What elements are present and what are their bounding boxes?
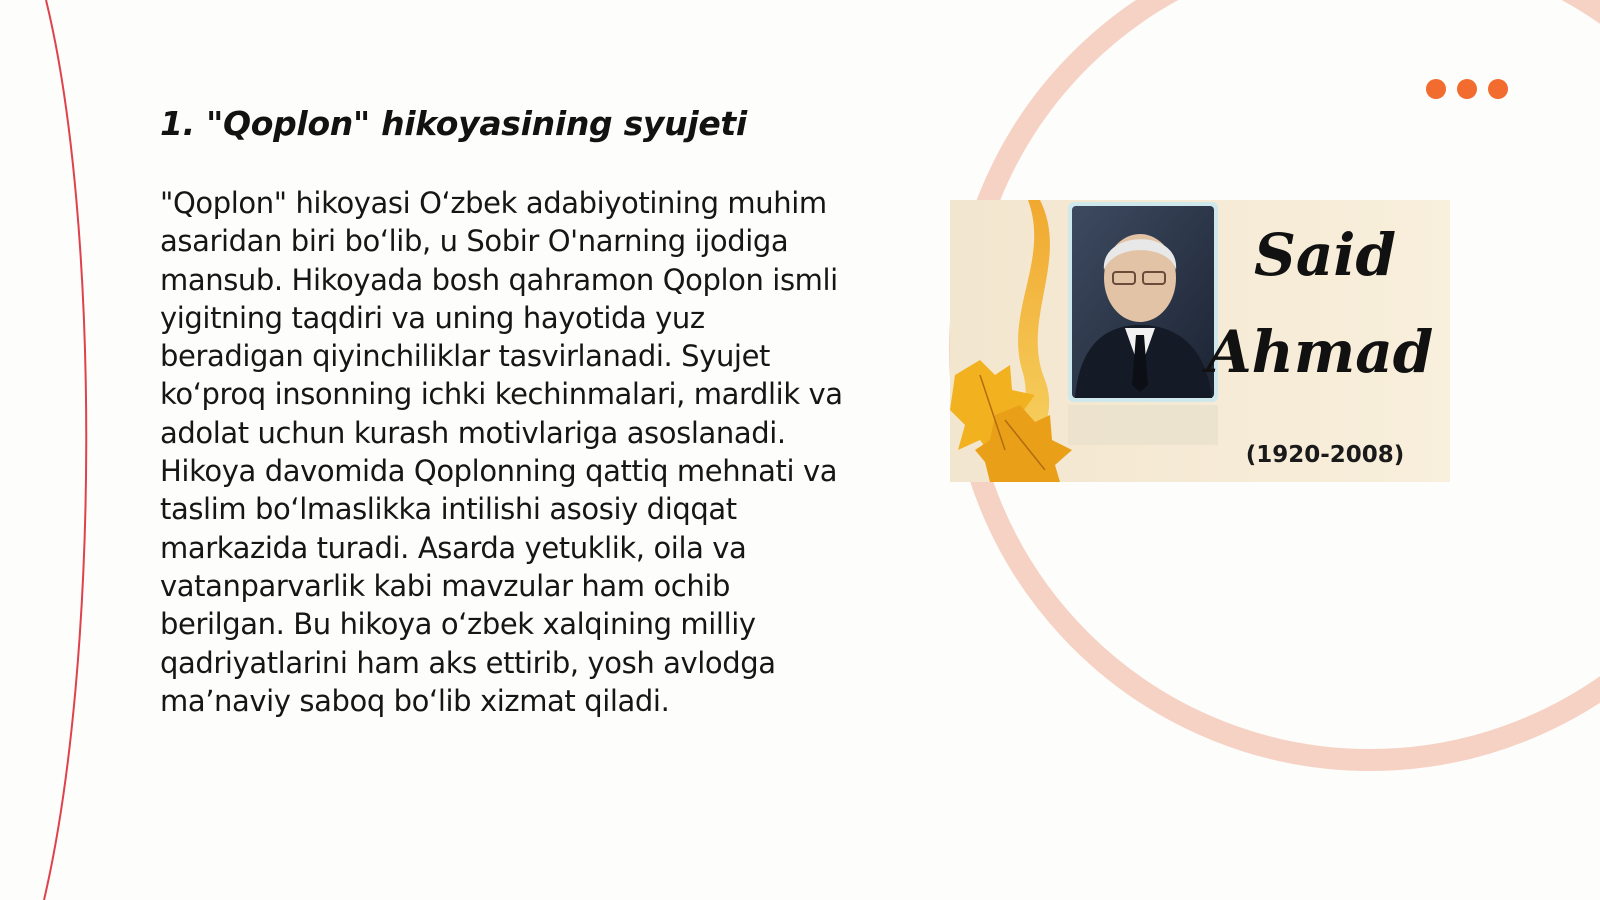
- slide-body-text: "Qoplon" hikoyasi O‘zbek adabiyotining muhim asaridan biri bo‘lib, u Sobir O'narning ijodiga mansub. Hikoyada bosh qahramon Qoplon ismli yigitning taqdiri va uning hayotida yuz beradigan qiyinchiliklar tasvirlanadi. Syujet ko‘proq insonning ichki kechinmalari, mardlik va adolat uchun kurash motivlariga asoslanadi. Hikoya davomida Qoplonning qattiq mehnati va taslim bo‘lmaslikka intilishi asosiy diqqat markazida turadi. Asarda yetuklik, oila va vatanparvarlik kabi mavzular ham ochib berilgan. Bu hikoya o‘zbek xalqining milliy qadriyatlarini ham aks ettirib, yosh avlodga ma’naviy saboq bo‘lib xizmat qiladi.: [160, 186, 843, 718]
- left-curve-decoration: [44, 0, 86, 900]
- dot: [1426, 79, 1446, 99]
- slide-title: 1. "Qoplon" hikoyasining syujeti: [160, 104, 747, 143]
- image-name-line2: Ahmad: [1206, 318, 1434, 386]
- author-photo: [1068, 202, 1218, 402]
- image-years: (1920-2008): [1245, 442, 1405, 468]
- photo-reflection: [1068, 405, 1218, 445]
- dot: [1488, 79, 1508, 99]
- image-name-line1: Said: [1253, 221, 1397, 289]
- author-portrait-image: [950, 200, 1450, 482]
- three-dots-icon: [1426, 79, 1508, 99]
- dot: [1457, 79, 1477, 99]
